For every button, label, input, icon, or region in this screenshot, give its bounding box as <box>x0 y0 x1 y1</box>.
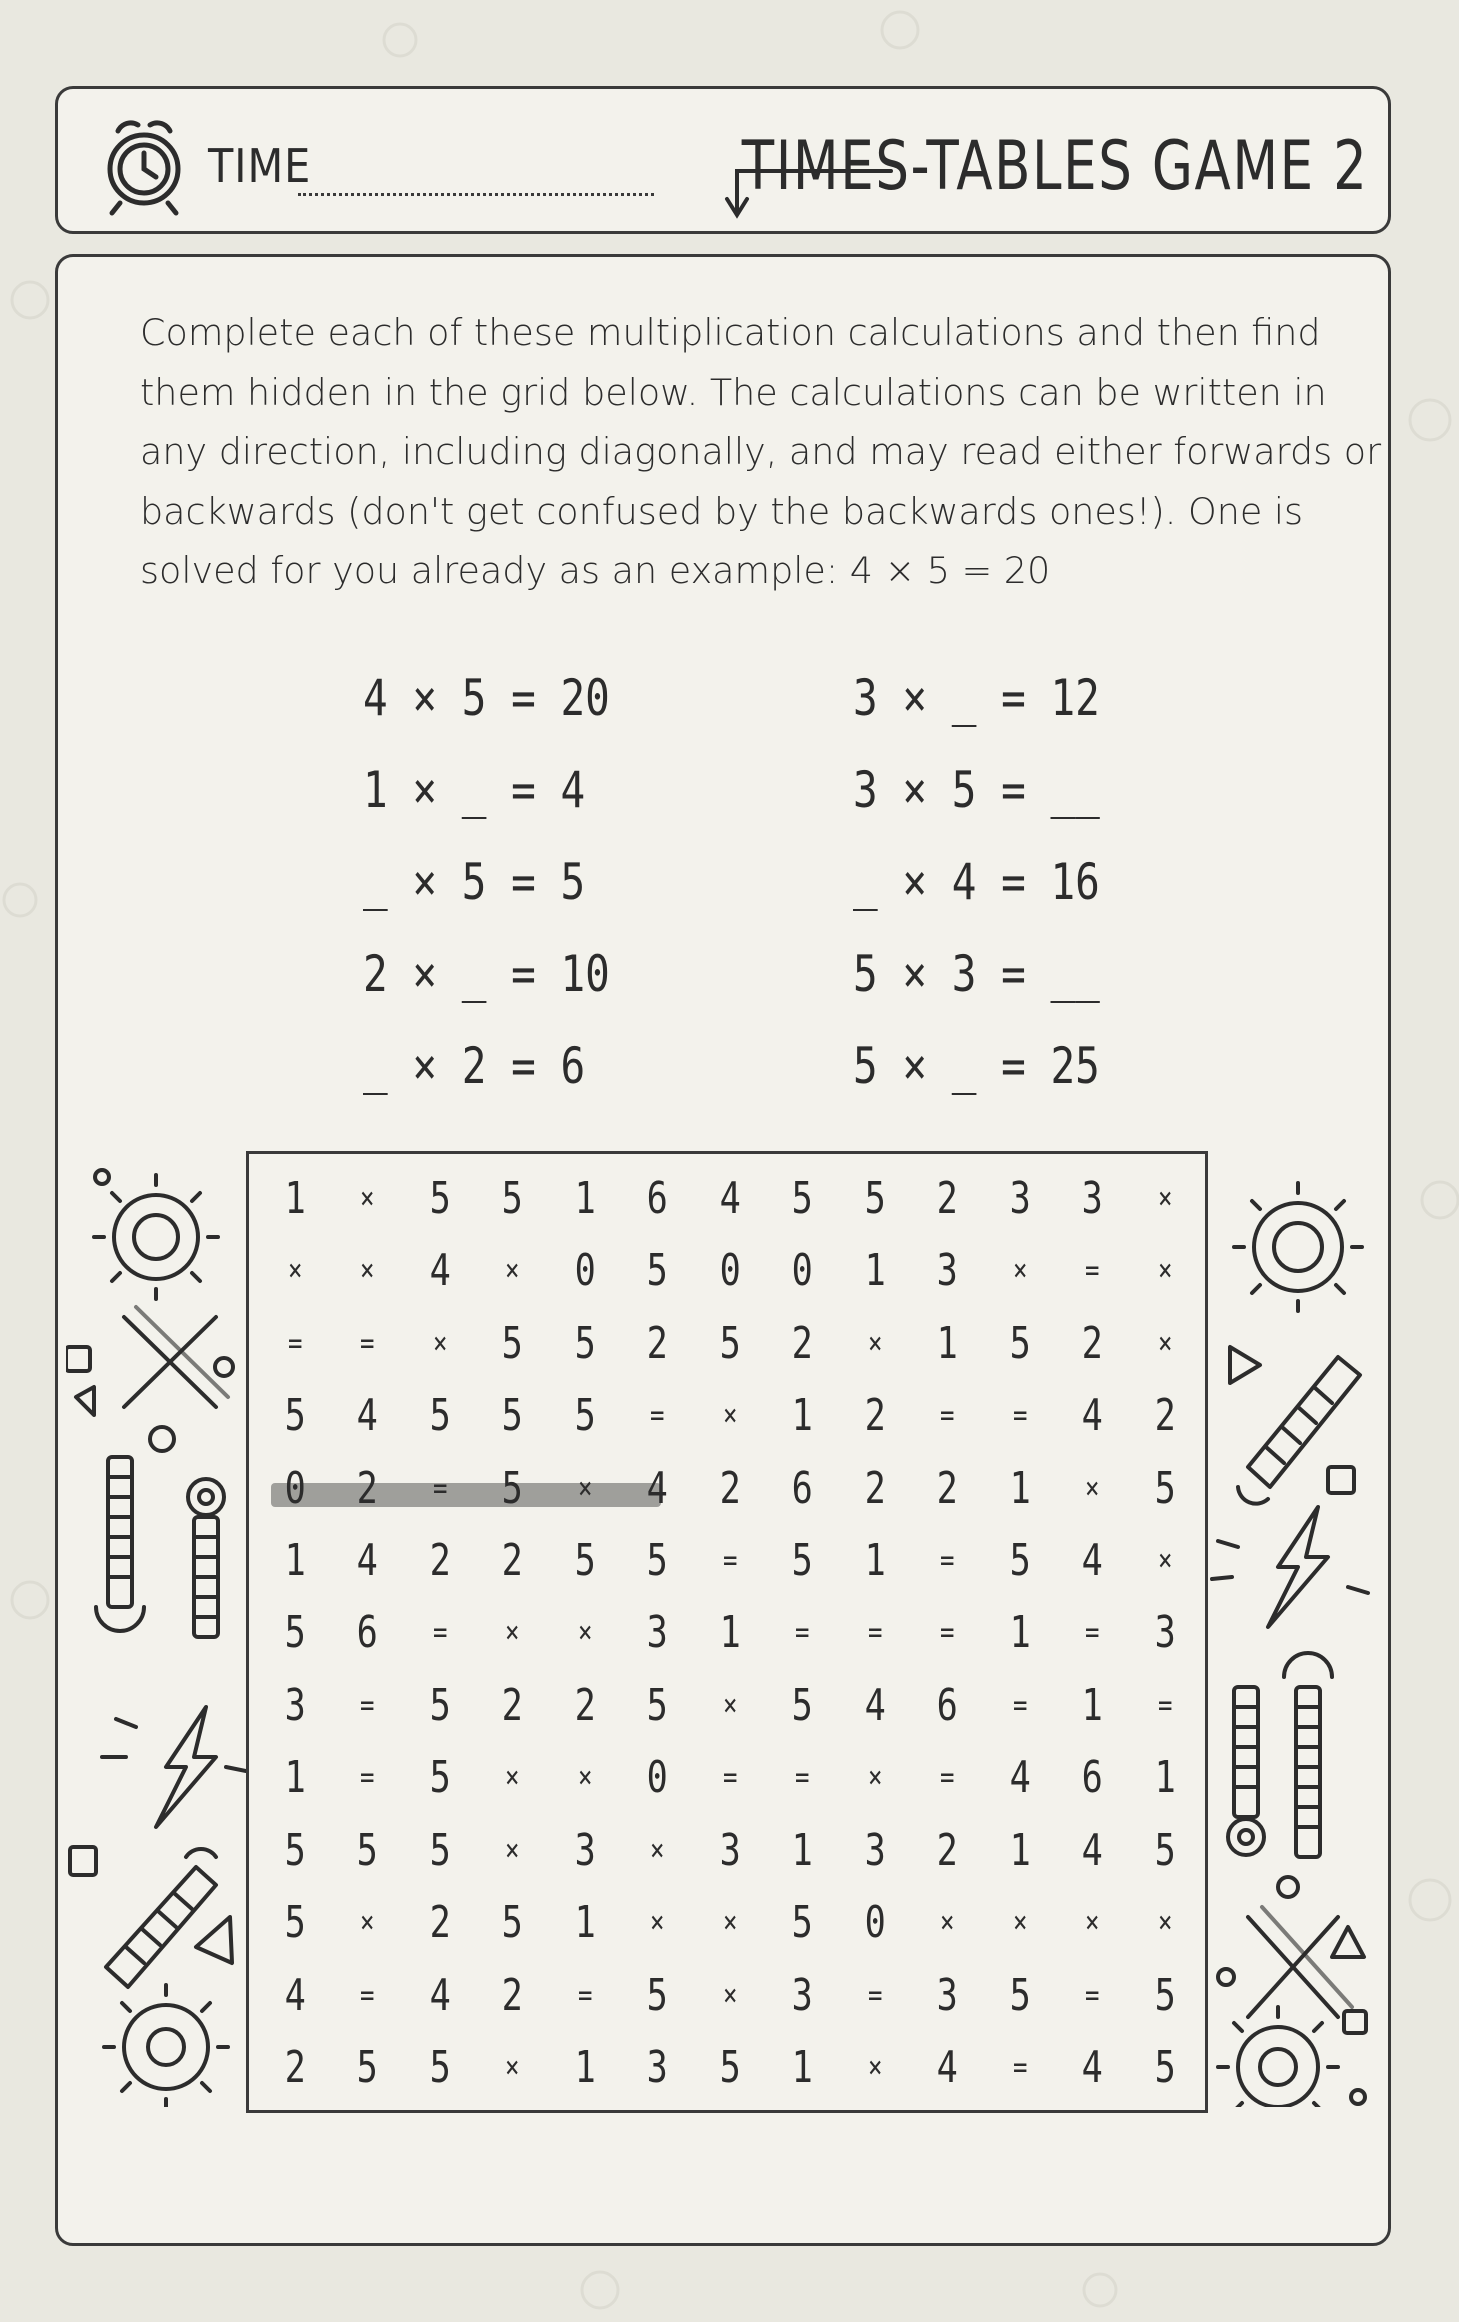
grid-cell[interactable]: 5 <box>574 1390 596 1442</box>
grid-cell[interactable]: 5 <box>646 1969 669 2021</box>
grid-cell[interactable]: = <box>1085 1253 1100 1289</box>
grid-cell[interactable]: 5 <box>284 1607 306 1659</box>
grid-cell[interactable]: 3 <box>936 1245 958 1297</box>
calculation-item[interactable]: 5 × _ = 25 <box>853 1037 1100 1095</box>
grid-cell[interactable]: = <box>867 1977 883 2013</box>
grid-cell[interactable]: 4 <box>429 1245 451 1297</box>
grid-cell[interactable]: 5 <box>719 1317 741 1369</box>
grid-cell[interactable]: 1 <box>1009 1824 1031 1876</box>
instructions-text: Complete each of these multiplication calculations and then find them hidden in the grid below. The calculations can be written in any direction, including diagonally, and may read either forwards or backwards (don't get confused by the backwards ones!). One is solved for you already as an example: 4 × 5 = 20 <box>140 311 1382 592</box>
grid-cell[interactable]: 0 <box>646 1752 669 1804</box>
grid-cell[interactable]: 0 <box>791 1245 814 1297</box>
grid-cell[interactable]: 2 <box>719 1462 741 1514</box>
cylinder-icon <box>1238 1357 1360 1504</box>
grid-cell[interactable]: = <box>867 1615 883 1651</box>
grid-cell[interactable]: 1 <box>1154 1752 1176 1804</box>
grid-cell[interactable]: × <box>360 1905 375 1941</box>
grid-cell[interactable]: × <box>505 1615 520 1651</box>
gear-icon <box>104 1985 228 2107</box>
grid-cell[interactable]: × <box>1157 1180 1172 1216</box>
grid-cell[interactable]: × <box>432 1325 448 1361</box>
calculations-right-column <box>853 652 1100 1112</box>
grid-cell[interactable]: = <box>360 1760 375 1796</box>
grid-cell[interactable]: 5 <box>791 1535 814 1587</box>
number-search-grid <box>246 1151 1208 2113</box>
grid-cell[interactable]: 2 <box>864 1462 886 1514</box>
grid-cell[interactable]: 5 <box>1009 1535 1031 1587</box>
grid-cell[interactable]: = <box>1012 2050 1028 2086</box>
alarm-clock-icon <box>96 107 192 217</box>
grid-cell[interactable]: 0 <box>574 1245 596 1297</box>
grid-cell[interactable]: = <box>360 1977 375 2013</box>
grid-cell[interactable]: 5 <box>502 1172 524 1224</box>
grid-cell[interactable]: = <box>287 1325 303 1361</box>
left-decorations <box>66 1167 246 2107</box>
grid-cell[interactable]: 4 <box>646 1462 669 1514</box>
grid-cell[interactable]: × <box>1157 1325 1172 1361</box>
grid-cell[interactable]: 6 <box>1081 1752 1103 1804</box>
grid-cell[interactable]: × <box>722 1398 738 1434</box>
multiply-sign-icon <box>124 1307 228 1407</box>
grid-cell[interactable]: = <box>1012 1398 1028 1434</box>
grid-cell[interactable]: 1 <box>1009 1607 1031 1659</box>
grid-cell[interactable]: × <box>1157 1905 1172 1941</box>
grid-cell[interactable]: × <box>1012 1253 1028 1289</box>
grid-cell[interactable]: 2 <box>284 2042 306 2094</box>
grid-cell[interactable]: = <box>795 1615 810 1651</box>
grid-cell[interactable]: 5 <box>864 1172 886 1224</box>
grid-cell[interactable]: 4 <box>357 1390 379 1442</box>
grid-cell[interactable]: 2 <box>646 1317 669 1369</box>
grid-cell[interactable]: × <box>287 1253 303 1289</box>
grid-cell[interactable]: × <box>650 1832 665 1868</box>
grid-cell[interactable]: 5 <box>1154 1969 1176 2021</box>
grid-cell[interactable]: × <box>1157 1253 1172 1289</box>
grid-cell[interactable]: 5 <box>429 2042 451 2094</box>
grid-cell[interactable]: 1 <box>791 1390 814 1442</box>
grid-cell[interactable]: × <box>505 1760 520 1796</box>
grid-cell[interactable]: 2 <box>936 1462 958 1514</box>
grid-cell[interactable]: 2 <box>936 1172 958 1224</box>
grid-cell[interactable]: × <box>505 2050 520 2086</box>
grid-cell[interactable]: 5 <box>1154 2042 1176 2094</box>
calculation-item[interactable]: 3 × 5 = __ <box>853 761 1100 819</box>
grid-cell[interactable]: 5 <box>574 1535 596 1587</box>
time-label: TIME <box>208 139 312 193</box>
grid-cell[interactable]: × <box>867 1760 883 1796</box>
calculation-item[interactable]: 2 × _ = 10 <box>363 945 610 1003</box>
grid-cell[interactable]: 3 <box>719 1824 741 1876</box>
gear-icon <box>1234 1183 1362 1311</box>
right-decorations <box>1208 1167 1388 2107</box>
grid-cell[interactable]: 1 <box>864 1535 886 1587</box>
grid-cell[interactable]: × <box>1157 1543 1172 1579</box>
grid-cell[interactable]: = <box>940 1615 955 1651</box>
grid-cell[interactable]: 6 <box>791 1462 814 1514</box>
grid-cell[interactable]: = <box>722 1760 738 1796</box>
gear-icon <box>1218 2007 1338 2107</box>
calculation-item[interactable]: 5 × 3 = __ <box>853 945 1100 1003</box>
grid-cell[interactable]: 5 <box>791 1172 814 1224</box>
calculation-item[interactable]: _ × 5 = 5 <box>363 853 586 911</box>
grid-cell[interactable]: 0 <box>719 1245 741 1297</box>
grid-cell[interactable]: 4 <box>1081 2042 1103 2094</box>
grid-cell[interactable]: 5 <box>429 1752 451 1804</box>
grid-cell[interactable]: 4 <box>429 1969 451 2021</box>
grid-cell[interactable]: 6 <box>646 1172 669 1224</box>
grid-cell[interactable]: 5 <box>791 1679 814 1731</box>
grid-cell[interactable]: 4 <box>1081 1824 1103 1876</box>
grid-cell[interactable]: = <box>722 1543 738 1579</box>
grid-cell[interactable]: × <box>867 2050 883 2086</box>
grid-cell[interactable]: 5 <box>646 1535 669 1587</box>
calculation-item[interactable]: 3 × _ = 12 <box>853 669 1100 727</box>
grid-cell[interactable]: 2 <box>502 1679 524 1731</box>
grid-cell[interactable]: 2 <box>1154 1390 1176 1442</box>
grid-cell[interactable]: = <box>1085 1615 1100 1651</box>
grid-cell[interactable]: = <box>360 1687 375 1723</box>
grid-cell[interactable]: 6 <box>936 1679 958 1731</box>
grid-cell[interactable]: × <box>505 1253 520 1289</box>
grid-cell[interactable]: 3 <box>574 1824 596 1876</box>
grid-cell[interactable]: 0 <box>284 1462 306 1514</box>
grid-cell[interactable]: 5 <box>357 1824 379 1876</box>
grid-cell[interactable]: 5 <box>646 1245 669 1297</box>
grid-cell[interactable]: 5 <box>1154 1462 1176 1514</box>
grid-cell[interactable]: 3 <box>646 2042 669 2094</box>
grid-cell[interactable]: 4 <box>936 2042 958 2094</box>
grid-cell[interactable]: × <box>1012 1905 1028 1941</box>
grid-cell[interactable]: 1 <box>719 1607 741 1659</box>
grid-cell[interactable]: 5 <box>791 1897 814 1949</box>
grid-cell[interactable]: 5 <box>357 2042 379 2094</box>
grid-cell[interactable]: 2 <box>502 1535 524 1587</box>
grid-cell[interactable]: 5 <box>574 1317 596 1369</box>
grid-cell[interactable]: × <box>1085 1470 1100 1506</box>
grid-cell[interactable]: 3 <box>646 1607 669 1659</box>
grid-cell[interactable]: 1 <box>936 1317 958 1369</box>
grid-cell[interactable]: 5 <box>502 1390 524 1442</box>
lightning-icon <box>102 1707 246 1827</box>
grid-cell[interactable]: 5 <box>284 1824 306 1876</box>
grid-cell[interactable]: × <box>1085 1905 1100 1941</box>
grid-cell[interactable]: = <box>940 1760 955 1796</box>
grid-cell[interactable]: 5 <box>502 1462 524 1514</box>
grid-cell[interactable]: × <box>360 1180 375 1216</box>
grid-cell[interactable]: 4 <box>284 1969 306 2021</box>
grid-cell[interactable]: 5 <box>1009 1969 1031 2021</box>
grid-cell[interactable]: = <box>1012 1687 1028 1723</box>
grid-cell[interactable]: 1 <box>284 1535 306 1587</box>
grid-cell[interactable]: 3 <box>936 1969 958 2021</box>
grid-cell[interactable]: 5 <box>284 1390 306 1442</box>
time-entry-line[interactable] <box>298 193 654 196</box>
grid-cell[interactable]: 2 <box>791 1317 814 1369</box>
grid-cell[interactable]: 1 <box>1081 1679 1103 1731</box>
grid-cell[interactable]: 1 <box>1009 1462 1031 1514</box>
cylinder-icon <box>106 1849 216 1987</box>
grid-cell[interactable]: 1 <box>284 1172 306 1224</box>
grid-cell[interactable]: × <box>722 1977 738 2013</box>
grid-cell[interactable]: 5 <box>719 2042 741 2094</box>
grid-cell[interactable]: = <box>650 1398 665 1434</box>
grid-cell[interactable]: 5 <box>284 1897 306 1949</box>
grid-cell[interactable]: 5 <box>1154 1824 1176 1876</box>
grid-cell[interactable]: 3 <box>1081 1172 1103 1224</box>
grid-cell[interactable]: × <box>577 1615 593 1651</box>
grid-cell[interactable]: = <box>795 1760 810 1796</box>
grid-cell[interactable]: 2 <box>574 1679 596 1731</box>
grid-cell[interactable]: 4 <box>1081 1535 1103 1587</box>
calculations-left-column <box>363 652 610 1112</box>
grid-cell[interactable]: 1 <box>574 1172 596 1224</box>
multiply-sign-icon <box>1248 1907 1352 2017</box>
grid-cell[interactable]: 3 <box>284 1679 306 1731</box>
grid-cell[interactable]: 2 <box>936 1824 958 1876</box>
calculation-item[interactable]: 1 × _ = 4 <box>363 761 586 819</box>
grid-cell[interactable]: 2 <box>429 1535 451 1587</box>
main-panel <box>55 254 1391 2246</box>
gear-icon <box>94 1175 218 1299</box>
bolt-icon <box>1228 1687 1264 1855</box>
grid-cell[interactable]: 4 <box>719 1172 741 1224</box>
calculation-item[interactable]: 4 × 5 = 20 <box>363 669 610 727</box>
spanner-icon <box>1284 1653 1332 1857</box>
calculation-item[interactable]: _ × 2 = 6 <box>363 1037 586 1095</box>
grid-cell[interactable]: × <box>577 1470 593 1506</box>
grid-cell[interactable]: 1 <box>791 1824 814 1876</box>
calculation-item[interactable]: _ × 4 = 16 <box>853 853 1100 911</box>
grid-cell[interactable]: 2 <box>357 1462 379 1514</box>
grid-cell[interactable]: 5 <box>1009 1317 1031 1369</box>
grid-cell[interactable]: 5 <box>502 1897 524 1949</box>
grid-cell[interactable]: 3 <box>1009 1172 1031 1224</box>
grid-cell[interactable]: 5 <box>646 1679 669 1731</box>
grid-cell[interactable]: = <box>1085 1977 1100 2013</box>
grid-cell[interactable]: 5 <box>502 1317 524 1369</box>
grid-cell[interactable]: = <box>432 1615 448 1651</box>
grid-cell[interactable]: × <box>722 1687 738 1723</box>
grid-cell[interactable]: 2 <box>1081 1317 1103 1369</box>
grid-cell[interactable]: 1 <box>864 1245 886 1297</box>
spanner-icon <box>96 1457 144 1631</box>
grid-cell[interactable]: 2 <box>429 1897 451 1949</box>
grid-cell[interactable]: 1 <box>574 2042 596 2094</box>
grid-cell[interactable]: × <box>577 1760 593 1796</box>
grid-cell[interactable]: 4 <box>864 1679 886 1731</box>
grid-cell[interactable]: × <box>722 1905 738 1941</box>
grid-cell[interactable]: 3 <box>791 1969 814 2021</box>
grid-cell[interactable]: × <box>505 1832 520 1868</box>
grid-cell[interactable]: 1 <box>284 1752 306 1804</box>
grid-cell[interactable]: 0 <box>864 1897 886 1949</box>
grid-cell[interactable]: = <box>940 1543 955 1579</box>
bolt-icon <box>188 1479 224 1637</box>
grid-cell[interactable]: 6 <box>357 1607 379 1659</box>
grid-cell[interactable]: = <box>577 1977 593 2013</box>
grid-cell[interactable]: 3 <box>1154 1607 1176 1659</box>
grid-cell[interactable]: = <box>940 1398 955 1434</box>
grid-cell[interactable]: × <box>940 1905 955 1941</box>
grid-cell[interactable]: 2 <box>864 1390 886 1442</box>
grid-cell[interactable]: 4 <box>357 1535 379 1587</box>
header-panel <box>55 86 1391 234</box>
grid-cell[interactable]: 5 <box>429 1172 451 1224</box>
grid-cell[interactable]: 1 <box>791 2042 814 2094</box>
grid-cell[interactable]: 5 <box>429 1390 451 1442</box>
grid-cell[interactable]: × <box>867 1325 883 1361</box>
grid-cell[interactable]: = <box>1157 1687 1172 1723</box>
grid-cell[interactable]: = <box>360 1325 375 1361</box>
grid-cell[interactable]: 4 <box>1009 1752 1031 1804</box>
grid-cell[interactable]: × <box>360 1253 375 1289</box>
grid-cell[interactable]: 2 <box>502 1969 524 2021</box>
grid-cell[interactable]: 3 <box>864 1824 886 1876</box>
grid-cell[interactable]: 5 <box>429 1679 451 1731</box>
grid-cell[interactable]: 5 <box>429 1824 451 1876</box>
grid-cell[interactable]: 1 <box>574 1897 596 1949</box>
grid-cells <box>259 1162 1201 2104</box>
grid-cell[interactable]: 4 <box>1081 1390 1103 1442</box>
grid-cell[interactable]: = <box>432 1470 448 1506</box>
game-title: TIMES-TABLES GAME 2 <box>741 127 1368 206</box>
grid-cell[interactable]: × <box>650 1905 665 1941</box>
lightning-icon <box>1212 1507 1368 1627</box>
